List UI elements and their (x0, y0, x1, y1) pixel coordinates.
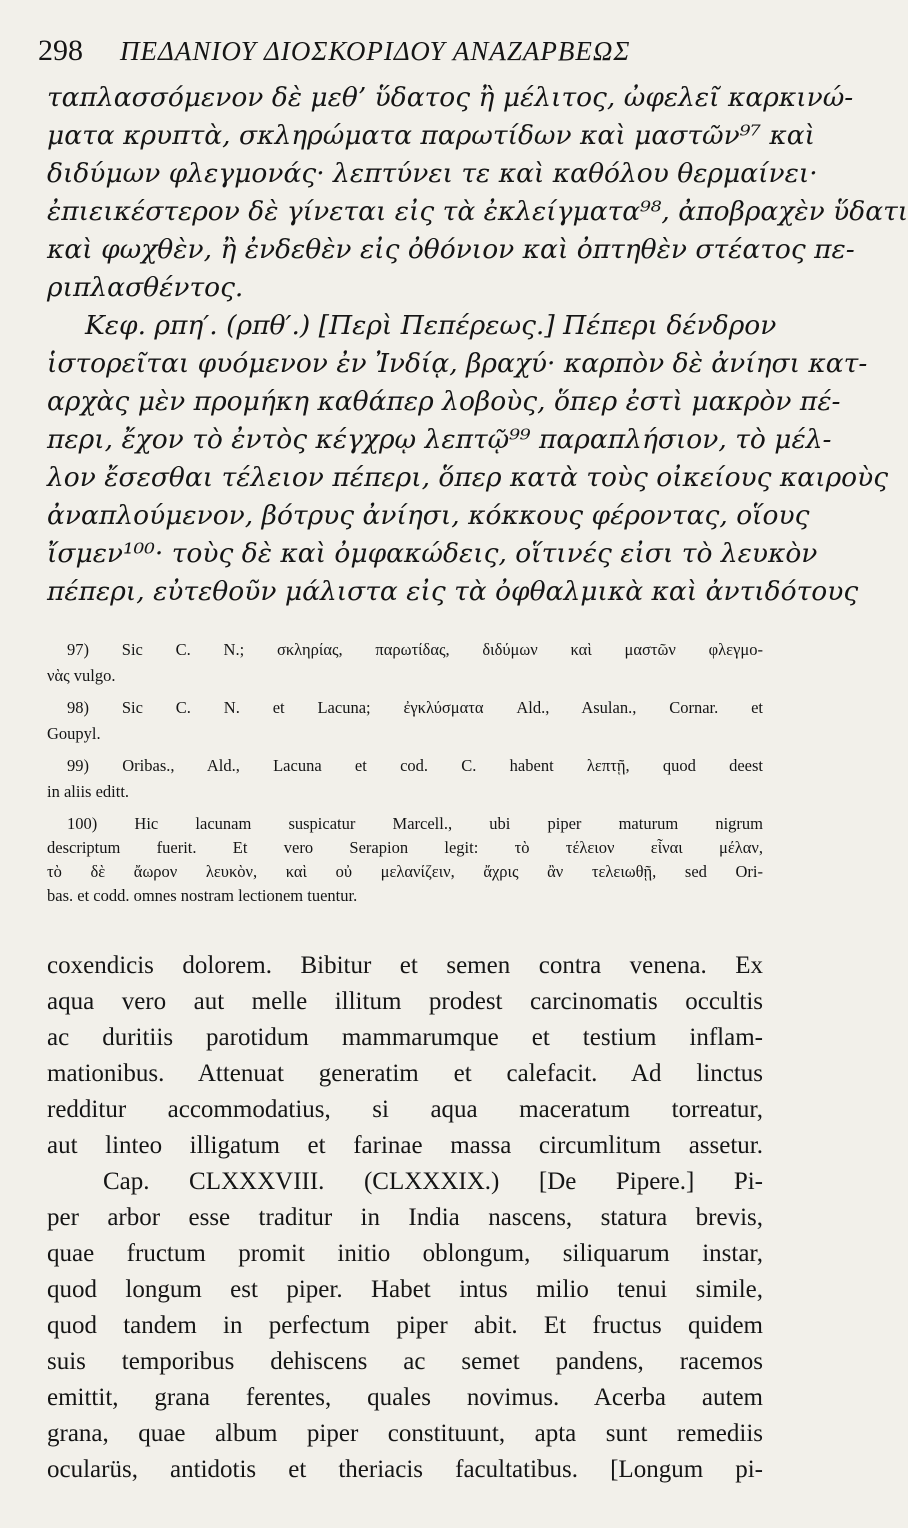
latin-line: ac duritiis parotidum mammarumque et testium inflam- (47, 1024, 763, 1051)
greek-line: ματα κρυπτὰ, σκληρώματα παρωτίδων καὶ μαστῶν⁹⁷ καὶ (47, 120, 816, 151)
greek-line: ριπλασθέντος. (47, 272, 244, 303)
footnote-line: τὸ δὲ ἄωρον λευκὸν, καὶ οὐ μελανίζειν, ἄχρις ἂν τελειωθῇ, sed Ori- (47, 862, 763, 881)
greek-line: ἴσμεν¹⁰⁰· τοὺς δὲ καὶ ὀμφακώδεις, οἵτινές εἰσι τὸ λευκὸν (47, 538, 818, 569)
latin-line: ocularüs, antidotis et theriacis facultatibus. [Longum pi- (47, 1456, 763, 1483)
latin-line: aut linteo illigatum et farinae massa circumlitum assetur. (47, 1132, 763, 1159)
latin-line: quod tandem in perfectum piper abit. Et fructus quidem (47, 1312, 763, 1339)
greek-line: περι, ἔχον τὸ ἐντὸς κέγχρῳ λεπτῷ⁹⁹ παραπλήσιον, τὸ μέλ- (47, 424, 832, 455)
greek-line: λον ἔσεσθαι τέλειον πέπερι, ὅπερ κατὰ τοὺς οἰκείους καιροὺς (47, 462, 889, 493)
greek-chapter-heading-line: Κεφ. ρπη′. (ρπθ′.) [Περὶ Πεπέρεως.] Πέπερι δένδρον (85, 310, 777, 341)
page-header (38, 34, 758, 78)
greek-line: πέπερι, εὐτεθοῦν μάλιστα εἰς τὰ ὀφθαλμικὰ καὶ ἀντιδότους (47, 576, 859, 607)
latin-line: per arbor esse traditur in India nascens, statura brevis, (47, 1204, 763, 1231)
page-number: 298 (38, 34, 83, 67)
latin-line: aqua vero aut melle illitum prodest carcinomatis occultis (47, 988, 763, 1015)
latin-line: coxendicis dolorem. Bibitur et semen contra venena. Ex (47, 952, 763, 979)
latin-text-block (47, 952, 763, 1492)
greek-text-block (47, 82, 908, 622)
latin-line: mationibus. Attenuat generatim et calefacit. Ad linctus (47, 1060, 763, 1087)
footnote-line: 99) Oribas., Ald., Lacuna et cod. C. habent λεπτῇ, quod deest (67, 756, 763, 775)
greek-line: ἱστορεῖται φυόμενον ἐν Ἰνδίᾳ, βραχύ· καρπὸν δὲ ἀνίησι κατ- (47, 348, 868, 379)
footnote-line: in aliis editt. (47, 782, 130, 801)
greek-line: καὶ φωχθὲν, ἢ ἐνδεθὲν εἰς ὀθόνιον καὶ ὀπτηθὲν στέατος πε- (47, 234, 855, 265)
latin-line: emittit, grana ferentes, quales novimus. Acerba autem (47, 1384, 763, 1411)
running-head: ΠΕΔΑΝΙΟΥ ΔΙΟΣΚΟΡΙΔΟΥ ΑΝΑΖΑΡΒΕΩΣ (120, 36, 631, 66)
footnote-line: 100) Hic lacunam suspicatur Marcell., ubi piper maturum nigrum (67, 814, 763, 833)
greek-line: αρχὰς μὲν προμήκη καθάπερ λοβοὺς, ὅπερ ἐστὶ μακρὸν πέ- (47, 386, 841, 417)
footnote-line: 97) Sic C. N.; σκληρίας, παρωτίδας, διδύμων καὶ μαστῶν φλεγμο- (67, 640, 763, 659)
footnote-line: Goupyl. (47, 724, 101, 743)
latin-line: suis temporibus dehiscens ac semet pandens, racemos (47, 1348, 763, 1375)
greek-line: διδύμων φλεγμονάς· λεπτύνει τε καὶ καθόλου θερμαίνει· (47, 158, 818, 189)
latin-line: grana, quae album piper constituunt, apta sunt remediis (47, 1420, 763, 1447)
greek-line: ταπλασσόμενον δὲ μεθ’ ὕδατος ἢ μέλιτος, ὠφελεῖ καρκινώ- (47, 82, 854, 113)
footnote-line: 98) Sic C. N. et Lacuna; ἐγκλύσματα Ald., Asulan., Cornar. et (67, 698, 763, 717)
greek-line: ἐπιεικέστερον δὲ γίνεται εἰς τὰ ἐκλείγματα⁹⁸, ἀποβραχὲν ὕδατι (47, 196, 908, 227)
latin-line: quae fructum promit initio oblongum, siliquarum instar, (47, 1240, 763, 1267)
footnote-line: bas. et codd. omnes nostram lectionem tuentur. (47, 886, 358, 905)
footnote-line: νὰς vulgo. (47, 666, 116, 685)
latin-chapter-heading-line: Cap. CLXXXVIII. (CLXXXIX.) [De Pipere.] Pi- (103, 1168, 763, 1195)
footnotes-block (47, 640, 763, 910)
greek-line: ἀναπλούμενον, βότρυς ἀνίησι, κόκκους φέροντας, οἵους (47, 500, 810, 531)
latin-line: quod longum est piper. Habet intus milio tenui simile, (47, 1276, 763, 1303)
footnote-line: descriptum fuerit. Et vero Serapion legit: τὸ τέλειον εἶναι μέλαν, (47, 838, 763, 857)
latin-line: redditur accommodatius, si aqua maceratum torreatur, (47, 1096, 763, 1123)
